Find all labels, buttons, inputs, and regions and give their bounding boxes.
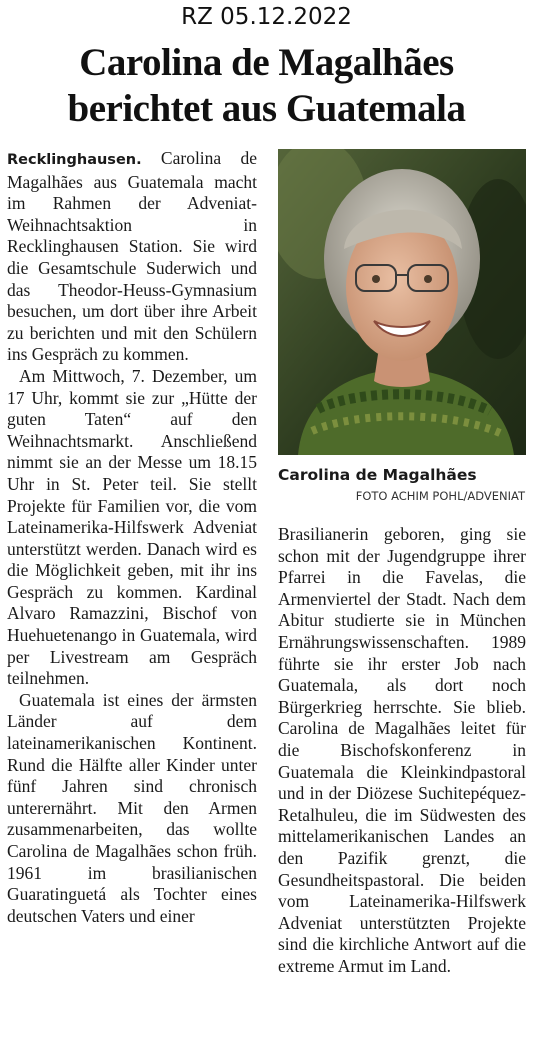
headline: [0, 40, 533, 132]
portrait-illustration: [278, 149, 526, 455]
headline-line-1: Carolina de Magalhães: [79, 41, 454, 84]
headline-line-2: berichtet aus Guatemala: [67, 87, 466, 130]
article-paragraph-1: [7, 148, 257, 366]
article-column-right: [278, 524, 526, 977]
portrait-photo: [278, 149, 526, 455]
article-paragraph-1-text: Carolina de Magalhães aus Guatemala macht im Rahmen der Adveniat-Weihnachtsaktion in Recklinghausen Station. Sie wird die Gesamtschule Suderwich und das Theodor-Heuss-Gymnasium besuchen, um dort über ihre Arbeit zu berichten und mit den Schülern ins Gespräch zu kommen.: [7, 148, 258, 365]
article-paragraph-3: Guatemala ist eines der ärmsten Länder auf dem lateinamerikanischen Kontinent. Rund die Hälfte aller Kinder unter fünf Jahren sind chronisch unterernährt. Mit den Armen zusammenarbeiten, das wollte Carolina de Magalhães schon früh. 1961 im brasilianischen Guaratinguetá als Tochter eines deutschen Vaters und einer: [7, 689, 257, 926]
article-paragraph-4: Brasilianerin geboren, ging sie schon mit der Jugendgruppe ihrer Pfarrei in die Favelas, die Armenviertel der Stadt. Nach dem Abitur studierte sie in München Ernährungswissenschaften. 1989 führte sie ihr erster Job nach Guatemala, als dort noch Bürgerkrieg herrschte. Sie blieb. Carolina de Magalhães leitet für die Bischofskonferenz in Guatemala die Kleinkindpastoral und in der Diözese Suchitepéquez-Retalhuleu, die im Südwesten des mittelamerikanischen Landes an den Pazifik grenzt, die Gesundheitspastoral. Die beiden vom Lateinamerika-Hilfswerk Adveniat unterstützten Projekte sind die kirchliche Antwort auf die extreme Armut im Land.: [278, 524, 526, 976]
article-column-left: [7, 148, 257, 927]
dateline: RZ 05.12.2022: [181, 4, 352, 30]
photo-credit: FOTO ACHIM POHL/ADVENIAT: [355, 489, 525, 503]
photo-caption: Carolina de Magalhães: [278, 466, 477, 484]
article-paragraph-2: Am Mittwoch, 7. Dezember, um 17 Uhr, kommt sie zur „Hütte der guten Taten“ auf den Weihnachtsmarkt. Anschließend nimmt sie an der Messe um 18.15 Uhr in St. Peter teil. Sie stellt Projekte für Familien vor, die vom Lateinamerika-Hilfswerk Adveniat unterstützt werden. Danach wird es die Möglichkeit geben, mit ihr ins Gespräch zu kommen. Kardinal Alvaro Ramazzini, Bischof von Huehuetenango in Guatemala, wird per Livestream am Gespräch teilnehmen.: [7, 365, 257, 689]
place-name: Recklinghausen.: [7, 152, 142, 168]
